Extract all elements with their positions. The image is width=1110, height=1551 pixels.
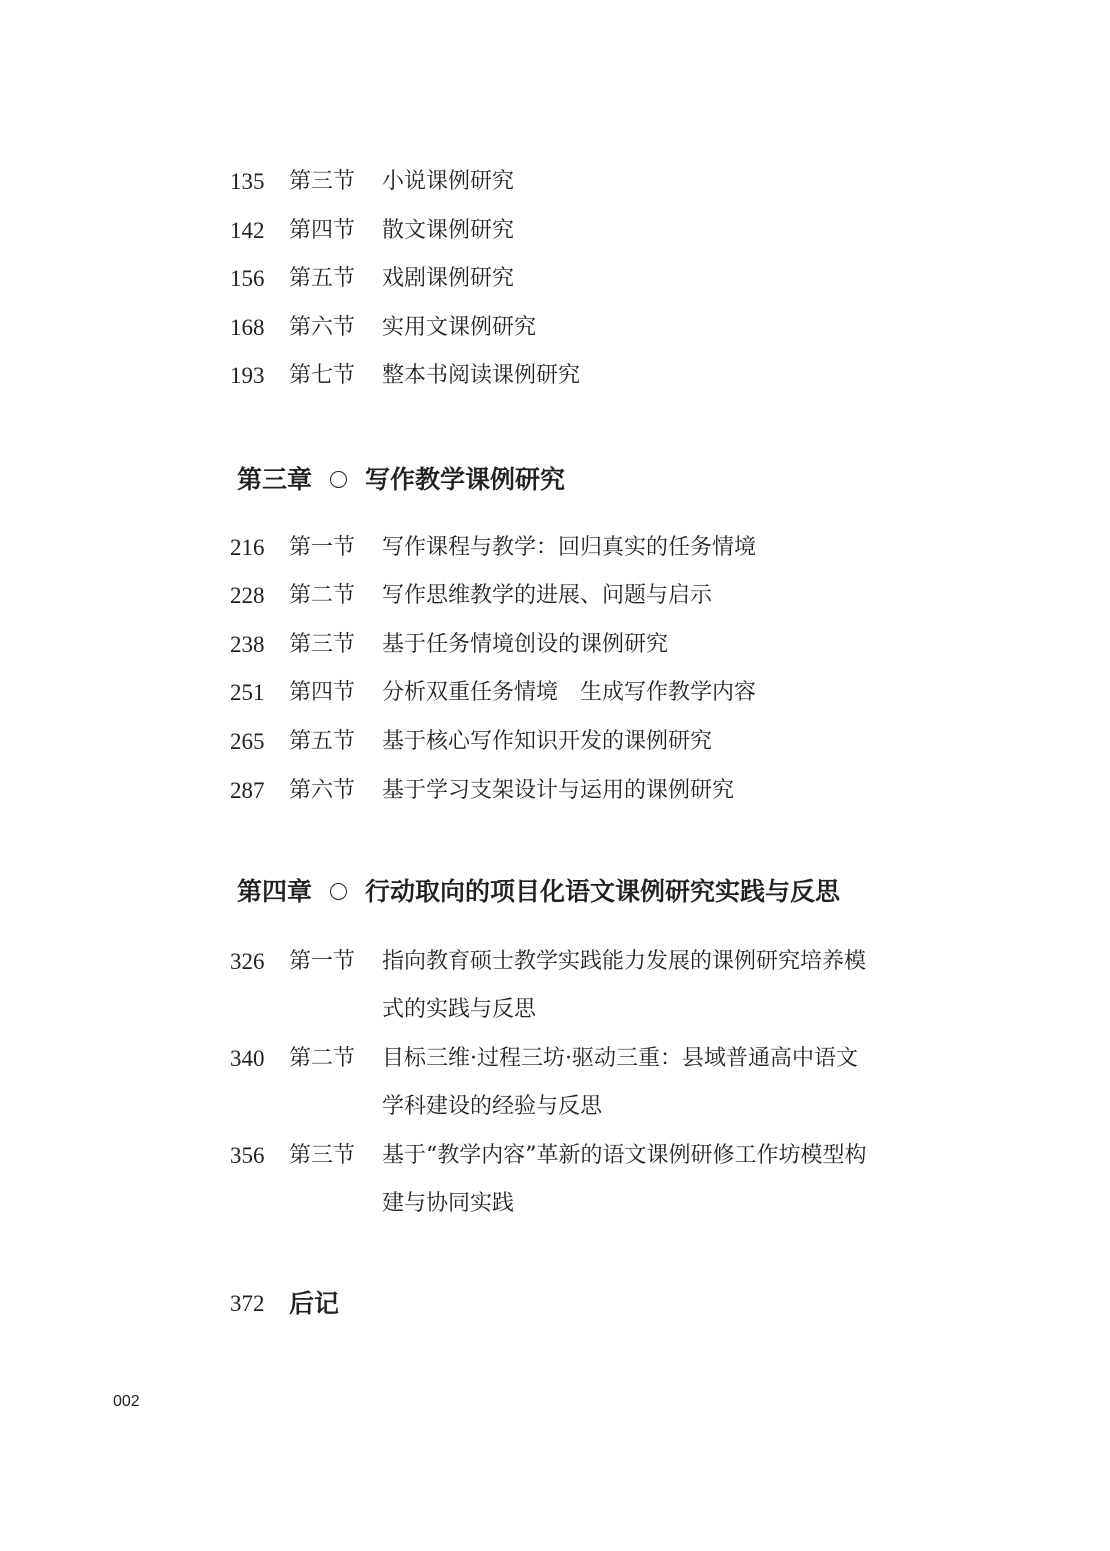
section-label: 第二节 (289, 1046, 356, 1071)
page-number: 238 (230, 632, 265, 657)
page-number: 216 (230, 535, 265, 560)
page-number: 287 (230, 778, 265, 803)
section-title: 整本书阅读课例研究 (382, 363, 581, 388)
circle-icon (330, 471, 347, 488)
chapter-label: 第三章 (237, 465, 313, 494)
section-title: 散文课例研究 (382, 218, 515, 243)
section-title: 基于“教学内容”革新的语文课例研修工作坊模型构 (382, 1143, 867, 1168)
section-title: 小说课例研究 (382, 169, 515, 194)
section-label: 第七节 (289, 363, 356, 388)
page-number: 193 (230, 363, 265, 388)
section-title: 写作思维教学的进展、问题与启示 (382, 583, 713, 608)
section-title: 基于学习支架设计与运用的课例研究 (382, 778, 735, 803)
page-number: 168 (230, 315, 265, 340)
chapter-label: 第四章 (237, 877, 313, 906)
section-label: 第一节 (289, 535, 356, 560)
chapter-title: 写作教学课例研究 (365, 465, 566, 494)
section-label: 第六节 (289, 315, 356, 340)
section-title: 目标三维·过程三坊·驱动三重：县域普通高中语文 (382, 1046, 858, 1071)
page-number: 340 (230, 1046, 265, 1071)
section-label: 第四节 (289, 218, 356, 243)
page-number: 251 (230, 680, 265, 705)
folio-page-number: 002 (113, 1393, 140, 1410)
section-label: 第三节 (289, 632, 356, 657)
section-label: 第六节 (289, 778, 356, 803)
section-label: 第三节 (289, 1143, 356, 1168)
section-title: 基于核心写作知识开发的课例研究 (382, 729, 713, 754)
section-label: 第一节 (289, 949, 356, 974)
section-label: 第五节 (289, 729, 356, 754)
section-title-continued: 建与协同实践 (382, 1191, 515, 1216)
section-title: 基于任务情境创设的课例研究 (382, 632, 669, 657)
section-label: 第二节 (289, 583, 356, 608)
page-number: 156 (230, 266, 265, 291)
circle-icon (330, 883, 347, 900)
section-label: 第四节 (289, 680, 356, 705)
chapter3-heading[interactable] (237, 463, 565, 497)
section-title-continued: 式的实践与反思 (382, 997, 537, 1022)
chapter4-heading[interactable] (237, 875, 840, 909)
section-label: 第五节 (289, 266, 356, 291)
section-label: 第三节 (289, 169, 356, 194)
page-number: 265 (230, 729, 265, 754)
page-number: 356 (230, 1143, 265, 1168)
section-title: 戏剧课例研究 (382, 266, 515, 291)
section-title: 写作课程与教学：回归真实的任务情境 (382, 535, 757, 560)
page-number: 326 (230, 949, 265, 974)
chapter-title: 行动取向的项目化语文课例研究实践与反思 (365, 877, 841, 906)
afterword-title: 后记 (289, 1289, 340, 1318)
section-title: 分析双重任务情境 生成写作教学内容 (382, 680, 757, 705)
page-number: 135 (230, 169, 265, 194)
page-number: 372 (230, 1291, 265, 1316)
section-title-continued: 学科建设的经验与反思 (382, 1094, 603, 1119)
page-number: 142 (230, 218, 265, 243)
section-title: 指向教育硕士教学实践能力发展的课例研究培养模 (382, 949, 867, 974)
section-title: 实用文课例研究 (382, 315, 537, 340)
page-number: 228 (230, 583, 265, 608)
